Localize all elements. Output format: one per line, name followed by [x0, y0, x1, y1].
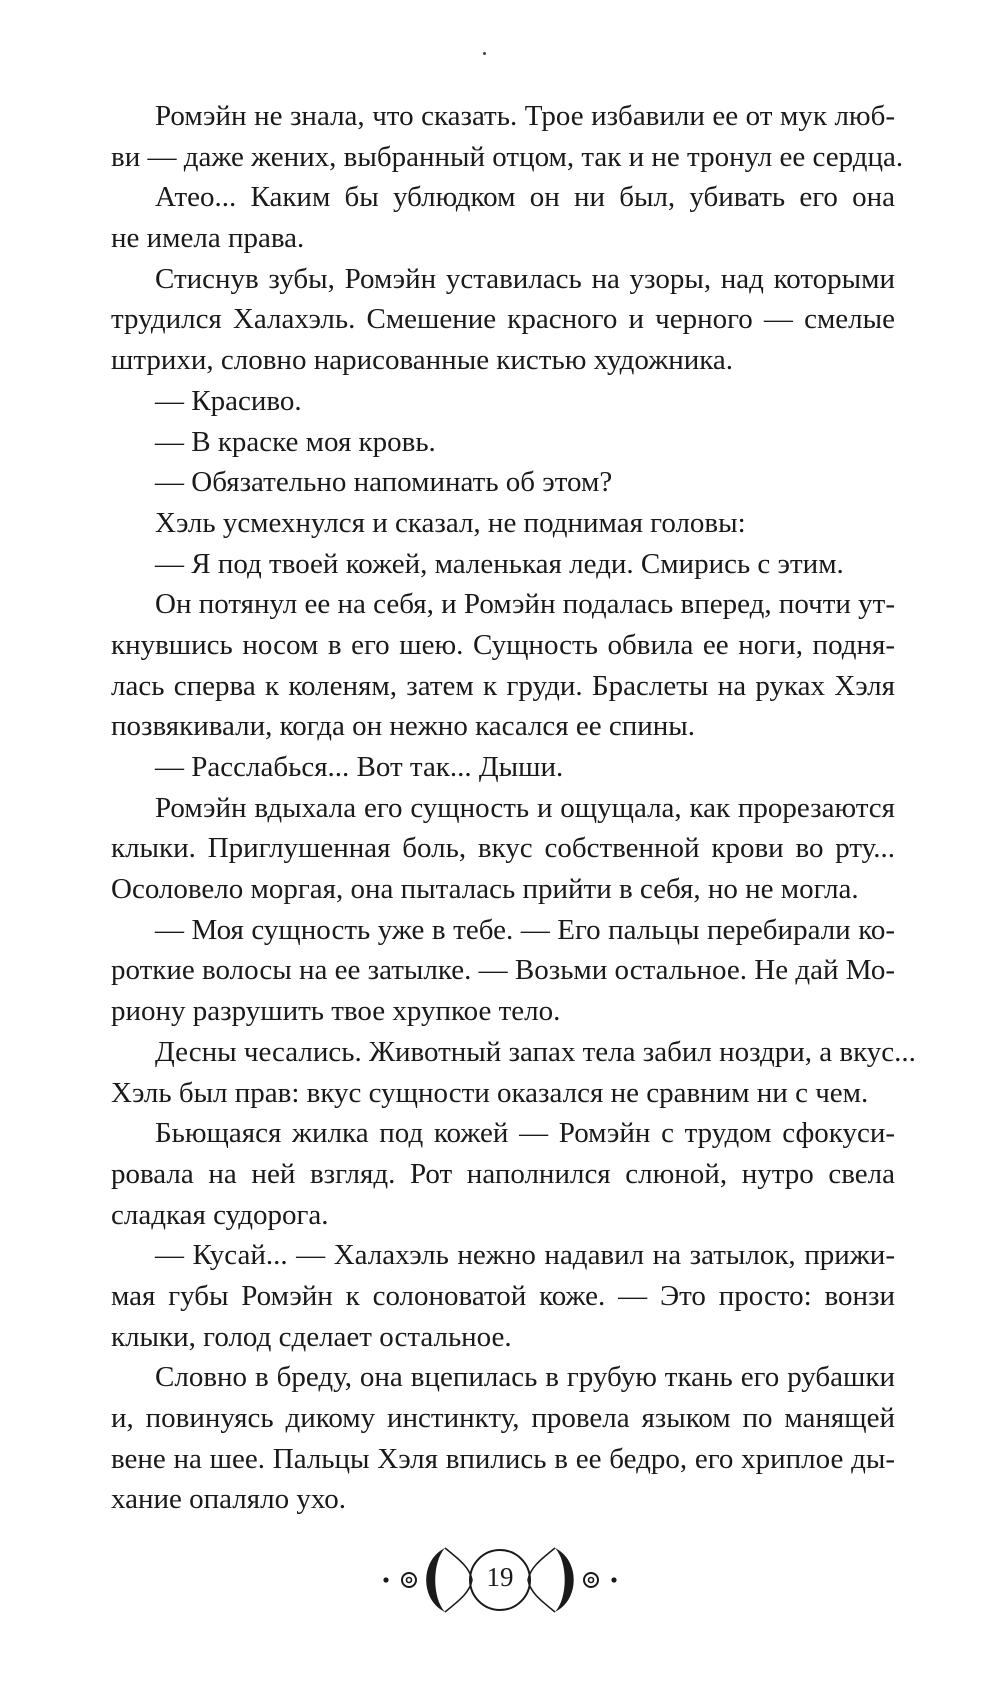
text-line: вене на шее. Пальцы Хэля впились в ее бедро, его хриплое ды- [111, 1442, 895, 1475]
text-line: — В краске моя кровь. [155, 425, 436, 458]
text-line: — Обязательно напоминать об этом? [155, 466, 613, 499]
text-line: кнувшись носом в его шею. Сущность обвила ее ноги, подня- [111, 628, 895, 661]
text-line: Десны чесались. Животный запах тела забил ноздри, а вкус... [155, 1035, 916, 1068]
text-line: клыки, голод сделает остальное. [111, 1320, 512, 1353]
text-line: риону разрушить твое хрупкое тело. [111, 995, 561, 1028]
text-line: лась сперва к коленям, затем к груди. Браслеты на руках Хэля [111, 669, 895, 702]
page-footer-ornament [0, 1540, 1000, 1620]
text-line: — Расслабься... Вот так... Дыши. [155, 751, 564, 783]
text-line: Осоловело моргая, она пыталась прийти в себя, но не могла. [111, 873, 859, 906]
text-line: Бьющаяся жилка под кожей — Ромэйн с трудом сфокуси- [155, 1117, 895, 1150]
text-line: роткие волосы на ее затылке. — Возьми остальное. Не дай Мо- [111, 954, 895, 987]
text-line: мая губы Ромэйн к солоноватой коже. — Это просто: вонзи [111, 1279, 895, 1312]
text-line: не имела права. [111, 222, 305, 255]
text-line: — Я под твоей кожей, маленькая леди. Смирись с этим. [155, 547, 844, 580]
text-line: Атео... Каким бы ублюдком он ни был, убивать его она [155, 181, 895, 214]
text-line: — Кусай... — Халахэль нежно надавил на затылок, прижи- [155, 1239, 895, 1272]
text-line: штрихи, словно нарисованные кистью художника. [111, 344, 734, 377]
text-line: Ромэйн вдыхала его сущность и ощущала, как прорезаются [155, 791, 895, 824]
text-line: Стиснув зубы, Ромэйн уставилась на узоры, над которыми [155, 262, 895, 295]
text-line: Ромэйн не знала, что сказать. Трое избавили ее от мук люб- [155, 100, 895, 132]
text-line: ви — даже жених, выбранный отцом, так и не тронул ее сердца. [111, 140, 904, 173]
top-mark [483, 52, 486, 55]
body-text [111, 96, 916, 1520]
text-line: хание опаляло ухо. [111, 1483, 346, 1516]
text-line: — Моя сущность уже в тебе. — Его пальцы перебирали ко- [155, 913, 895, 946]
page-number: 19 [486, 1562, 514, 1592]
text-line: Хэль усмехнулся и сказал, не поднимая головы: [155, 506, 746, 539]
text-line: Хэль был прав: вкус сущности оказался не сравним ни с чем. [111, 1076, 869, 1109]
text-line: сладкая судорога. [111, 1198, 329, 1231]
text-line: клыки. Приглушенная боль, вкус собственной крови во рту... [111, 832, 895, 865]
text-line: — Красиво. [155, 384, 302, 417]
text-line: Он потянул ее на себя, и Ромэйн подалась вперед, почти ут- [155, 588, 895, 621]
text-line: и, повинуясь дикому инстинкту, провела языком по манящей [111, 1402, 895, 1434]
text-line: позвякивали, когда он нежно касался ее спины. [111, 710, 696, 743]
text-line: ровала на ней взгляд. Рот наполнился слюной, нутро свела [111, 1157, 895, 1190]
text-line: трудился Халахэль. Смешение красного и черного — смелые [111, 303, 895, 336]
text-line: Словно в бреду, она вцепилась в грубую ткань его рубашки [155, 1361, 895, 1394]
